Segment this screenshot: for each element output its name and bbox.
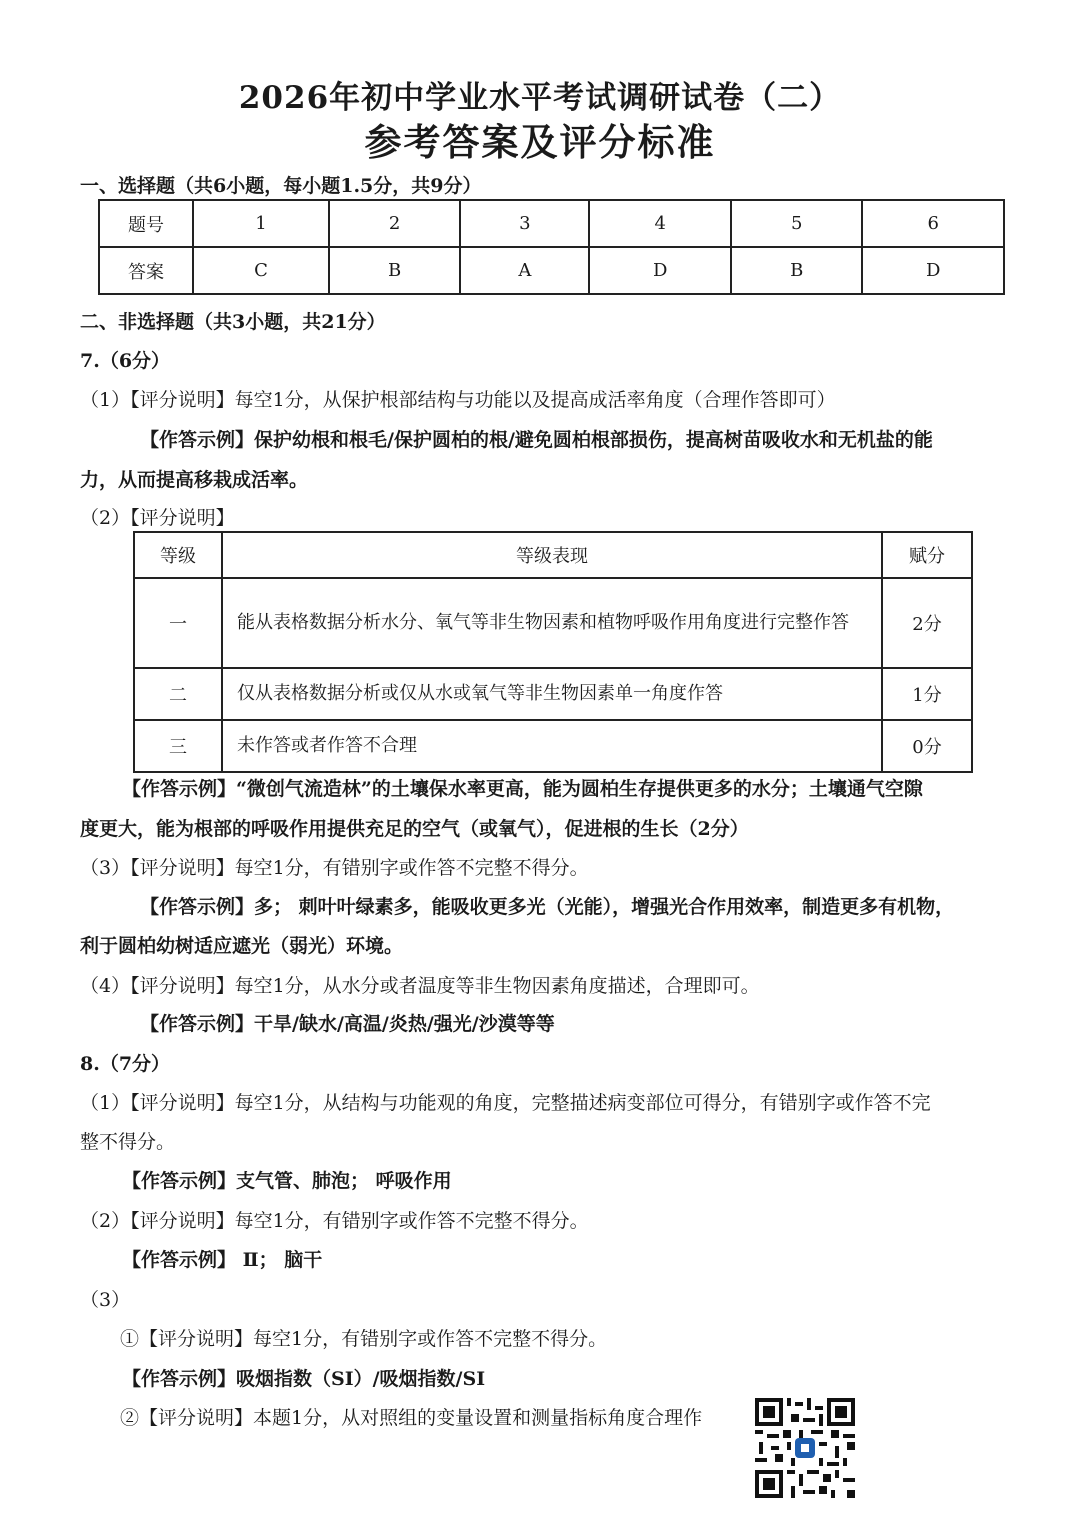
table-row <box>134 578 972 668</box>
answer-cell: A <box>460 247 589 294</box>
section2-heading: 二、非选择题（共3小题，共21分） <box>80 311 386 333</box>
grade-level: 三 <box>134 720 222 772</box>
answer-cell: B <box>731 247 862 294</box>
q7-p3-example-b: 利于圆柏幼树适应遮光（弱光）环境。 <box>80 935 404 957</box>
grade-score: 1分 <box>882 668 972 720</box>
answer-cell: B <box>329 247 460 294</box>
q8-p1-example: 【作答示例】支气管、肺泡； 呼吸作用 <box>122 1170 452 1192</box>
q7-p3-note: （3）【评分说明】每空1分，有错别字或作答不完整不得分。 <box>80 857 589 879</box>
q8-p3-sub2-note: ②【评分说明】本题1分，从对照组的变量设置和测量指标角度合理作 <box>120 1407 703 1429</box>
q8-title: 8.（7分） <box>80 1053 171 1075</box>
table-row <box>134 532 972 578</box>
q8-p3-sub1-note: ①【评分说明】每空1分，有错别字或作答不完整不得分。 <box>120 1328 608 1350</box>
q7-title: 7.（6分） <box>80 350 171 372</box>
q7-p2-example-b: 度更大，能为根部的呼吸作用提供充足的空气（或氧气），促进根的生长（2分） <box>80 818 749 840</box>
grade-desc: 能从表格数据分析水分、氧气等非生物因素和植物呼吸作用角度进行完整作答 <box>222 578 882 668</box>
question-number: 4 <box>589 200 731 247</box>
grade-level: 二 <box>134 668 222 720</box>
table-row <box>134 668 972 720</box>
answer-cell: C <box>193 247 329 294</box>
q8-p2-note: （2）【评分说明】每空1分，有错别字或作答不完整不得分。 <box>80 1210 589 1232</box>
question-number: 6 <box>862 200 1004 247</box>
grade-header-level: 等级 <box>134 532 222 578</box>
grade-header-score: 赋分 <box>882 532 972 578</box>
question-number: 2 <box>329 200 460 247</box>
q8-p3-sub1-example: 【作答示例】吸烟指数（SI）/吸烟指数/SI <box>122 1368 486 1390</box>
grade-table <box>133 531 973 773</box>
grade-score: 2分 <box>882 578 972 668</box>
grade-desc: 仅从表格数据分析或仅从水或氧气等非生物因素单一角度作答 <box>222 668 882 720</box>
qr-code <box>755 1398 855 1498</box>
grade-desc: 未作答或者作答不合理 <box>222 720 882 772</box>
q7-p3-example-a: 【作答示例】多； 刺叶叶绿素多，能吸收更多光（光能），增强光合作用效率，制造更多有机物， <box>140 896 955 918</box>
row-label-number: 题号 <box>99 200 193 247</box>
table-row <box>134 720 972 772</box>
q7-p4-example: 【作答示例】干旱/缺水/高温/炎热/强光/沙漠等等 <box>140 1013 555 1035</box>
q8-p1-note-a: （1）【评分说明】每空1分，从结构与功能观的角度，完整描述病变部位可得分，有错别字或作答不完 <box>80 1092 931 1114</box>
choice-answer-table <box>98 199 1005 295</box>
q8-p1-note-b: 整不得分。 <box>80 1131 176 1153</box>
question-number: 1 <box>193 200 329 247</box>
exam-title: 2026年初中学业水平考试调研试卷（二） <box>238 80 842 116</box>
q7-p2-note: （2）【评分说明】 <box>80 507 235 529</box>
grade-level: 一 <box>134 578 222 668</box>
q7-p1-note: （1）【评分说明】每空1分，从保护根部结构与功能以及提高成活率角度（合理作答即可） <box>80 389 836 411</box>
answer-cell: D <box>589 247 731 294</box>
table-row <box>99 247 1004 294</box>
row-label-answer: 答案 <box>99 247 193 294</box>
table-row <box>99 200 1004 247</box>
grade-score: 0分 <box>882 720 972 772</box>
q8-p2-example: 【作答示例】 Ⅱ； 脑干 <box>122 1249 323 1271</box>
question-number: 5 <box>731 200 862 247</box>
section1-heading: 一、选择题（共6小题，每小题1.5分，共9分） <box>80 175 482 197</box>
q7-p1-example-b: 力，从而提高移栽成活率。 <box>80 469 309 491</box>
q7-p2-example-a: 【作答示例】“微创气流造林”的土壤保水率更高，能为圆柏生存提供更多的水分；土壤通气空隙 <box>122 778 923 800</box>
answer-key-subtitle: 参考答案及评分标准 <box>364 120 716 164</box>
q7-p1-example-a: 【作答示例】保护幼根和根毛/保护圆柏的根/避免圆柏根部损伤，提高树苗吸收水和无机盐的能 <box>140 429 933 451</box>
answer-cell: D <box>862 247 1004 294</box>
q7-p4-note: （4）【评分说明】每空1分，从水分或者温度等非生物因素角度描述，合理即可。 <box>80 975 760 997</box>
question-number: 3 <box>460 200 589 247</box>
grade-header-desc: 等级表现 <box>222 532 882 578</box>
q8-p3-title: （3） <box>80 1289 131 1311</box>
